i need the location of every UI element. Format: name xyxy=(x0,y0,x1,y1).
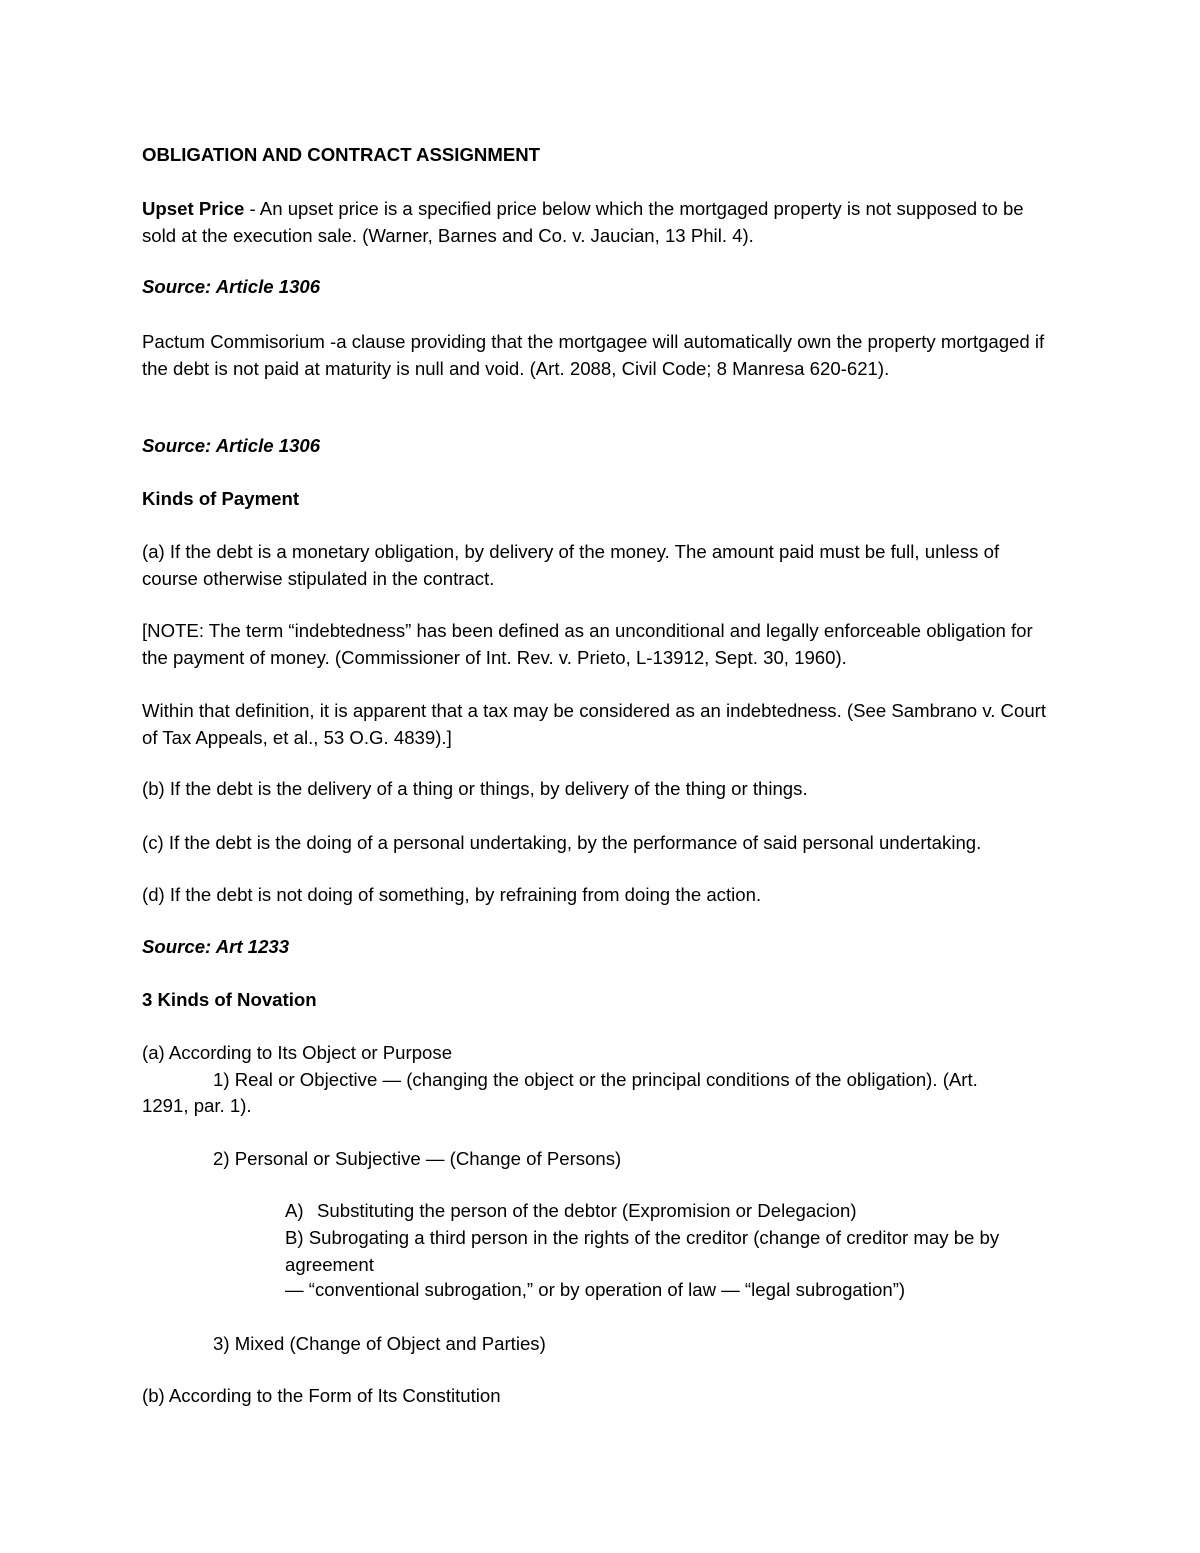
novation-a2-item-b-continuation: — “conventional subrogation,” or by operation of law — “legal subrogation”) xyxy=(285,1279,906,1300)
source-citation: Source: Art 1233 xyxy=(142,936,290,957)
novation-a2: 2) Personal or Subjective — (Change of Persons) xyxy=(213,1148,622,1169)
note-continuation: Within that definition, it is apparent that a tax may be considered as an indebtedness. (See Sambrano v. Court of Tax Appeals, et al., 53 O.G. 4839).] xyxy=(142,700,1047,748)
source-citation: Source: Article 1306 xyxy=(142,276,321,297)
payment-kind-d: (d) If the debt is not doing of something, by refraining from doing the action. xyxy=(142,884,762,905)
novation-a1-continuation: 1291, par. 1). xyxy=(142,1095,252,1116)
upset-price-term: Upset Price xyxy=(142,198,245,219)
upset-price-paragraph xyxy=(142,195,1058,249)
novation-b: (b) According to the Form of Its Constitution xyxy=(142,1385,501,1406)
payment-kind-c: (c) If the debt is the doing of a personal undertaking, by the performance of said personal undertaking. xyxy=(142,832,982,853)
source-citation: Source: Article 1306 xyxy=(142,435,321,456)
novation-a2-item-b: B) Subrogating a third person in the rights of the creditor (change of creditor may be by agreement xyxy=(285,1227,1000,1275)
novation-a: (a) According to Its Object or Purpose xyxy=(142,1042,453,1063)
list-marker: A) xyxy=(285,1200,304,1221)
upset-price-definition: - An upset price is a specified price below which the mortgaged property is not supposed to be sold at the execution sale. (Warner, Barnes and Co. v. Jaucian, 13 Phil. 4). xyxy=(142,198,1024,246)
note-paragraph: [NOTE: The term “indebtedness” has been defined as an unconditional and legally enforceable obligation for the payment of money. (Commissioner of Int. Rev. v. Prieto, L-13912, Sept. 30, 1960). xyxy=(142,620,1033,668)
novation-a2-item-a xyxy=(285,1197,1058,1224)
kinds-of-novation-heading: 3 Kinds of Novation xyxy=(142,989,317,1010)
novation-a2-item-a-text: Substituting the person of the debtor (Expromision or Delegacion) xyxy=(317,1200,857,1221)
novation-a3: 3) Mixed (Change of Object and Parties) xyxy=(213,1333,546,1354)
payment-kind-b: (b) If the debt is the delivery of a thing or things, by delivery of the thing or things. xyxy=(142,778,808,799)
kinds-of-payment-heading: Kinds of Payment xyxy=(142,488,300,509)
document-title: OBLIGATION AND CONTRACT ASSIGNMENT xyxy=(142,144,541,165)
payment-kind-a: (a) If the debt is a monetary obligation, by delivery of the money. The amount paid must be full, unless of course otherwise stipulated in the contract. xyxy=(142,541,1000,589)
novation-a1: 1) Real or Objective — (changing the object or the principal conditions of the obligation). (Art. xyxy=(213,1069,978,1090)
pactum-commisorium-paragraph: Pactum Commisorium -a clause providing that the mortgagee will automatically own the property mortgaged if the debt is not paid at maturity is null and void. (Art. 2088, Civil Code; 8 Manresa 620-621). xyxy=(142,331,1045,379)
